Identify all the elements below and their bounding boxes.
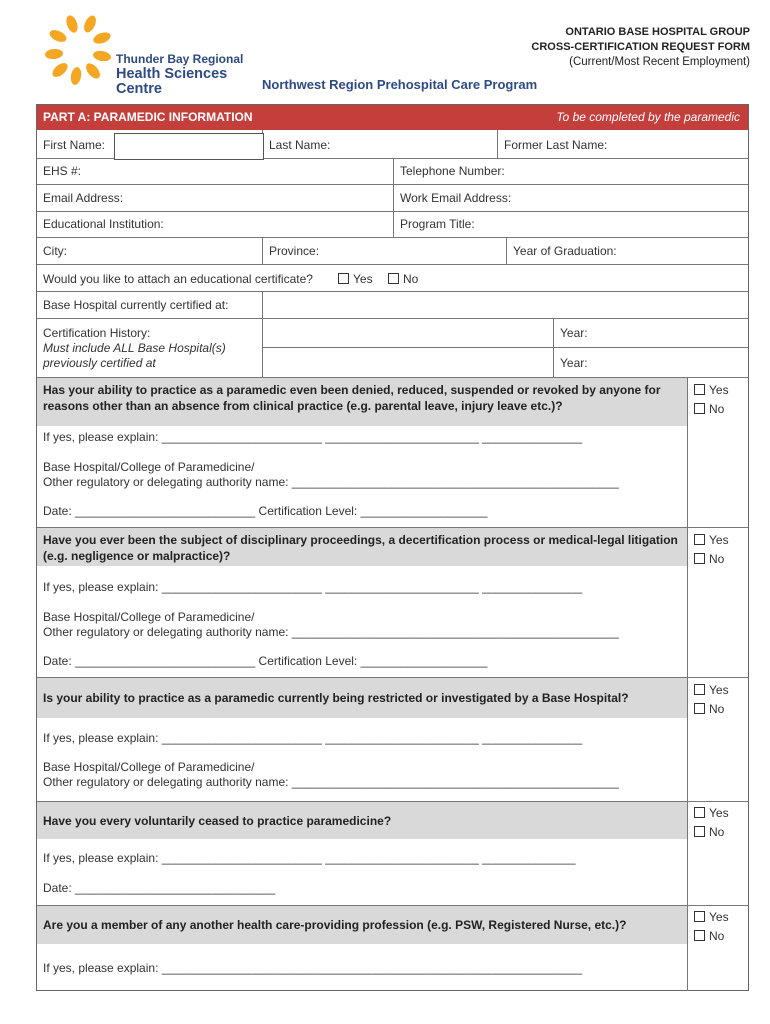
q5-explain[interactable]: If yes, please explain: _______________________________________________________________ (43, 961, 583, 975)
cert-history-note1: Must include ALL Base Hospital(s) (43, 341, 226, 355)
part-a-note: To be completed by the paramedic (556, 110, 740, 124)
program-title-label: Program Title: (400, 217, 475, 231)
first-name-label: First Name: (43, 138, 106, 152)
part-a-title: PART A: PARAMEDIC INFORMATION (43, 110, 253, 124)
q2-yes[interactable]: Yes (694, 531, 729, 550)
checkbox-icon (694, 930, 705, 941)
institution-label: Educational Institution: (43, 217, 164, 231)
former-last-name-label: Former Last Name: (504, 138, 608, 152)
cert-history-note2: previously certified at (43, 356, 156, 370)
question-3: Is your ability to practice as a paramedic currently being restricted or investigated by a Base Hospital? (43, 691, 629, 705)
q4-no[interactable]: No (694, 823, 729, 842)
attach-question: Would you like to attach an educational certificate? (43, 272, 313, 286)
org-name-line1: Thunder Bay Regional (116, 52, 244, 66)
checkbox-icon (694, 826, 705, 837)
q1-authority-line2[interactable]: Other regulatory or delegating authority name: _________________________________________________ (43, 475, 619, 489)
q2-no[interactable]: No (694, 550, 729, 569)
city-label: City: (43, 244, 67, 258)
question-2: Have you ever been the subject of disciplinary proceedings, a decertification process or medical-legal litigation (e.g. negligence or malpractice)? (43, 533, 678, 563)
q1-no[interactable]: No (694, 400, 729, 419)
q1-explain[interactable]: If yes, please explain: ________________________ _______________________ _______________ (43, 430, 583, 444)
q2-authority-line2[interactable]: Other regulatory or delegating authority name: _________________________________________________ (43, 625, 619, 639)
cert-year-label-2: Year: (560, 356, 588, 370)
q3-yes[interactable]: Yes (694, 681, 729, 700)
org-name-line3: Centre (116, 81, 162, 97)
attach-no-option[interactable] (388, 272, 418, 286)
question-4-options[interactable] (694, 804, 729, 842)
q3-authority-line1: Base Hospital/College of Paramedicine/ (43, 760, 255, 774)
last-name-label: Last Name: (269, 138, 331, 152)
org-name-line2: Health Sciences (116, 66, 228, 82)
q1-authority-line1: Base Hospital/College of Paramedicine/ (43, 460, 255, 474)
q4-explain[interactable]: If yes, please explain: ________________________ _______________________ ______________ (43, 851, 576, 865)
ehs-label: EHS #: (43, 164, 82, 178)
question-5-options[interactable] (694, 908, 729, 946)
question-1-options[interactable] (694, 381, 729, 419)
q5-yes[interactable]: Yes (694, 908, 729, 927)
q1-date-level[interactable]: Date: ___________________________ Certification Level: ___________________ (43, 504, 488, 518)
checkbox-icon (694, 911, 705, 922)
q3-explain[interactable]: If yes, please explain: ________________________ _______________________ _______________ (43, 731, 583, 745)
first-name-input[interactable] (114, 133, 264, 160)
checkbox-icon (388, 273, 399, 284)
q3-authority-line2[interactable]: Other regulatory or delegating authority name: _________________________________________________ (43, 775, 619, 789)
checkbox-icon (694, 807, 705, 818)
q2-explain[interactable]: If yes, please explain: ________________________ _______________________ _______________ (43, 580, 583, 594)
year-graduation-label: Year of Graduation: (513, 244, 617, 258)
checkbox-icon (338, 273, 349, 284)
attach-no-label: No (403, 272, 419, 286)
checkbox-icon (694, 384, 705, 395)
checkbox-icon (694, 703, 705, 714)
q2-authority-line1: Base Hospital/College of Paramedicine/ (43, 610, 255, 624)
checkbox-icon (694, 553, 705, 564)
base-hospital-label: Base Hospital currently certified at: (43, 298, 229, 312)
employment-note: (Current/Most Recent Employment) (569, 56, 750, 68)
attach-yes-option[interactable] (338, 272, 373, 286)
program-title: Northwest Region Prehospital Care Program (262, 77, 538, 92)
q1-yes[interactable]: Yes (694, 381, 729, 400)
work-email-label: Work Email Address: (400, 191, 512, 205)
q3-no[interactable]: No (694, 700, 729, 719)
question-3-options[interactable] (694, 681, 729, 719)
email-label: Email Address: (43, 191, 124, 205)
cert-year-label-1: Year: (560, 326, 588, 340)
q5-no[interactable]: No (694, 927, 729, 946)
form-title: CROSS-CERTIFICATION REQUEST FORM (531, 41, 750, 53)
q4-yes[interactable]: Yes (694, 804, 729, 823)
telephone-label: Telephone Number: (400, 164, 505, 178)
checkbox-icon (694, 403, 705, 414)
checkbox-icon (694, 684, 705, 695)
q2-date-level[interactable]: Date: ___________________________ Certification Level: ___________________ (43, 654, 488, 668)
attach-yes-label: Yes (353, 272, 373, 286)
question-1: Has your ability to practice as a paramedic even been denied, reduced, suspended or revoked by anyone for reasons other than an absence from clinical practice (e.g. parental leave, injury leave etc.)? (43, 383, 661, 413)
question-2-options[interactable] (694, 531, 729, 569)
q4-date[interactable]: Date: ______________________________ (43, 881, 276, 895)
checkbox-icon (694, 534, 705, 545)
question-5: Are you a member of any another health care-providing profession (e.g. PSW, Registered Nurse, etc.)? (43, 918, 627, 932)
cert-history-label: Certification History: (43, 326, 151, 340)
part-a-bar (37, 105, 748, 130)
province-label: Province: (269, 244, 320, 258)
group-title: ONTARIO BASE HOSPITAL GROUP (565, 26, 750, 38)
question-4: Have you every voluntarily ceased to practice paramedicine? (43, 814, 392, 828)
last-name-input[interactable] (338, 133, 496, 158)
